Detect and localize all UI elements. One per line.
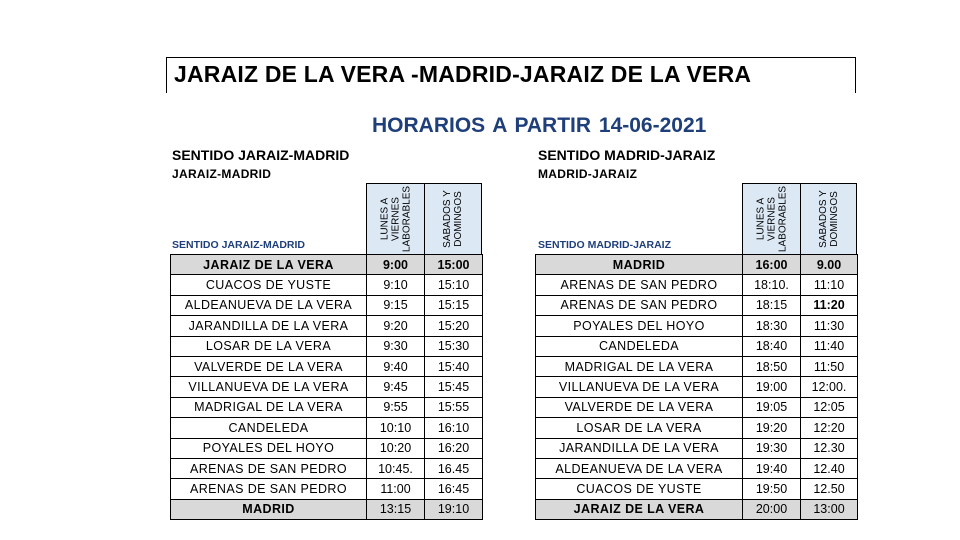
table-row [536,499,858,519]
table-row [536,336,858,356]
weekday-time-cell: 9:20 [367,316,425,336]
table-row [171,316,483,336]
weekend-time-cell: 15:30 [425,336,483,356]
weekend-time-cell: 12:00. [801,377,858,397]
weekday-time-cell: 10:10 [367,418,425,438]
weekend-time-cell: 12.40 [801,458,858,478]
table-row [171,499,483,519]
table-row [171,418,483,438]
stop-cell: VALVERDE DE LA VERA [171,356,367,376]
page-title: JARAIZ DE LA VERA -MADRID-JARAIZ DE LA VERA [174,61,752,87]
weekend-time-cell: 11:30 [801,316,858,336]
stop-cell: JARANDILLA DE LA VERA [536,438,743,458]
weekend-time-cell: 12:20 [801,418,858,438]
weekday-time-cell: 18:30 [743,316,801,336]
stop-cell: CANDELEDA [171,418,367,438]
weekend-time-cell: 15:15 [425,295,483,315]
table-row [171,336,483,356]
weekday-time-cell: 9:30 [367,336,425,356]
stop-cell: CUACOS DE YUSTE [171,275,367,295]
right-header-weekends [800,183,857,255]
weekend-time-cell: 11:10 [801,275,858,295]
left-section-title: SENTIDO JARAIZ-MADRID [172,147,350,163]
table-row [536,295,858,315]
stop-cell: MADRID [536,255,743,275]
left-header-weekends [424,183,482,255]
stop-cell: ARENAS DE SAN PEDRO [171,458,367,478]
stop-cell: VILLANUEVA DE LA VERA [536,377,743,397]
table-row [536,397,858,417]
weekday-time-cell: 19:40 [743,458,801,478]
weekend-time-cell: 13:00 [801,499,858,519]
weekday-time-cell: 19:50 [743,479,801,499]
table-row [171,295,483,315]
right-section-subtitle: MADRID-JARAIZ [538,167,638,181]
weekday-time-cell: 13:15 [367,499,425,519]
table-row [536,438,858,458]
schedule-subtitle: HORARIOS A PARTIR 14-06-2021 [372,114,707,137]
stop-cell: JARANDILLA DE LA VERA [171,316,367,336]
table-row [171,255,483,275]
weekend-time-cell: 16:45 [425,479,483,499]
weekday-time-cell: 10:45. [367,458,425,478]
stop-cell: MADRIGAL DE LA VERA [171,397,367,417]
stop-cell: ARENAS DE SAN PEDRO [536,295,743,315]
table-row [536,418,858,438]
left-header-weekends-text: SABADOS Y DOMINGOS [442,190,464,248]
stop-cell: VALVERDE DE LA VERA [536,397,743,417]
weekend-time-cell: 19:10 [425,499,483,519]
left-schedule-table [170,254,483,520]
table-row [536,275,858,295]
weekday-time-cell: 9:10 [367,275,425,295]
stop-cell: JARAIZ DE LA VERA [171,255,367,275]
weekend-time-cell: 16.45 [425,458,483,478]
weekend-time-cell: 11:20 [801,295,858,315]
table-row [536,255,858,275]
weekend-time-cell: 15:40 [425,356,483,376]
weekday-time-cell: 19:30 [743,438,801,458]
weekday-time-cell: 20:00 [743,499,801,519]
stop-cell: ARENAS DE SAN PEDRO [171,479,367,499]
left-header-weekdays [366,183,425,255]
right-section-title: SENTIDO MADRID-JARAIZ [538,147,716,163]
weekday-time-cell: 18:40 [743,336,801,356]
weekend-time-cell: 15:55 [425,397,483,417]
stop-cell: JARAIZ DE LA VERA [536,499,743,519]
table-row [536,479,858,499]
weekend-time-cell: 16:10 [425,418,483,438]
weekend-time-cell: 12.50 [801,479,858,499]
right-header-weekends-text: SABADOS Y DOMINGOS [817,190,840,248]
stop-cell: VILLANUEVA DE LA VERA [171,377,367,397]
stop-cell: MADRIGAL DE LA VERA [536,356,743,376]
weekend-time-cell: 15:00 [425,255,483,275]
table-row [171,275,483,295]
table-row [171,479,483,499]
weekday-time-cell: 9:55 [367,397,425,417]
weekend-time-cell: 15:45 [425,377,483,397]
stop-cell: LOSAR DE LA VERA [171,336,367,356]
table-row [171,438,483,458]
table-row [536,458,858,478]
weekday-time-cell: 9:45 [367,377,425,397]
weekday-time-cell: 18:50 [743,356,801,376]
weekday-time-cell: 9:00 [367,255,425,275]
stop-cell: POYALES DEL HOYO [171,438,367,458]
right-schedule-table [535,254,858,520]
table-row [171,397,483,417]
weekday-time-cell: 9:15 [367,295,425,315]
weekend-time-cell: 11:40 [801,336,858,356]
left-header-weekdays-text: LUNES A VIERNES LABORABLES [379,185,412,253]
weekend-time-cell: 15:20 [425,316,483,336]
table-row [536,377,858,397]
weekday-time-cell: 9:40 [367,356,425,376]
weekend-time-cell: 11:50 [801,356,858,376]
weekend-time-cell: 16:20 [425,438,483,458]
right-table-label: SENTIDO MADRID-JARAIZ [538,239,671,251]
weekday-time-cell: 19:05 [743,397,801,417]
weekday-time-cell: 16:00 [743,255,801,275]
table-row [171,458,483,478]
weekend-time-cell: 9.00 [801,255,858,275]
table-row [171,356,483,376]
weekend-time-cell: 12:05 [801,397,858,417]
left-section-subtitle: JARAIZ-MADRID [172,167,272,181]
table-row [536,316,858,336]
table-row [171,377,483,397]
weekday-time-cell: 11:00 [367,479,425,499]
table-row [536,356,858,376]
right-header-weekdays [742,183,801,255]
weekday-time-cell: 18:15 [743,295,801,315]
stop-cell: LOSAR DE LA VERA [536,418,743,438]
stop-cell: ALDEANUEVA DE LA VERA [171,295,367,315]
weekday-time-cell: 10:20 [367,438,425,458]
weekday-time-cell: 19:00 [743,377,801,397]
weekend-time-cell: 15:10 [425,275,483,295]
right-header-weekdays-text: LUNES A VIERNES LABORABLES [755,185,788,253]
left-table-label: SENTIDO JARAIZ-MADRID [172,239,305,251]
weekday-time-cell: 19:20 [743,418,801,438]
stop-cell: ARENAS DE SAN PEDRO [536,275,743,295]
stop-cell: CUACOS DE YUSTE [536,479,743,499]
weekend-time-cell: 12.30 [801,438,858,458]
stop-cell: CANDELEDA [536,336,743,356]
weekday-time-cell: 18:10. [743,275,801,295]
stop-cell: POYALES DEL HOYO [536,316,743,336]
stop-cell: MADRID [171,499,367,519]
stop-cell: ALDEANUEVA DE LA VERA [536,458,743,478]
